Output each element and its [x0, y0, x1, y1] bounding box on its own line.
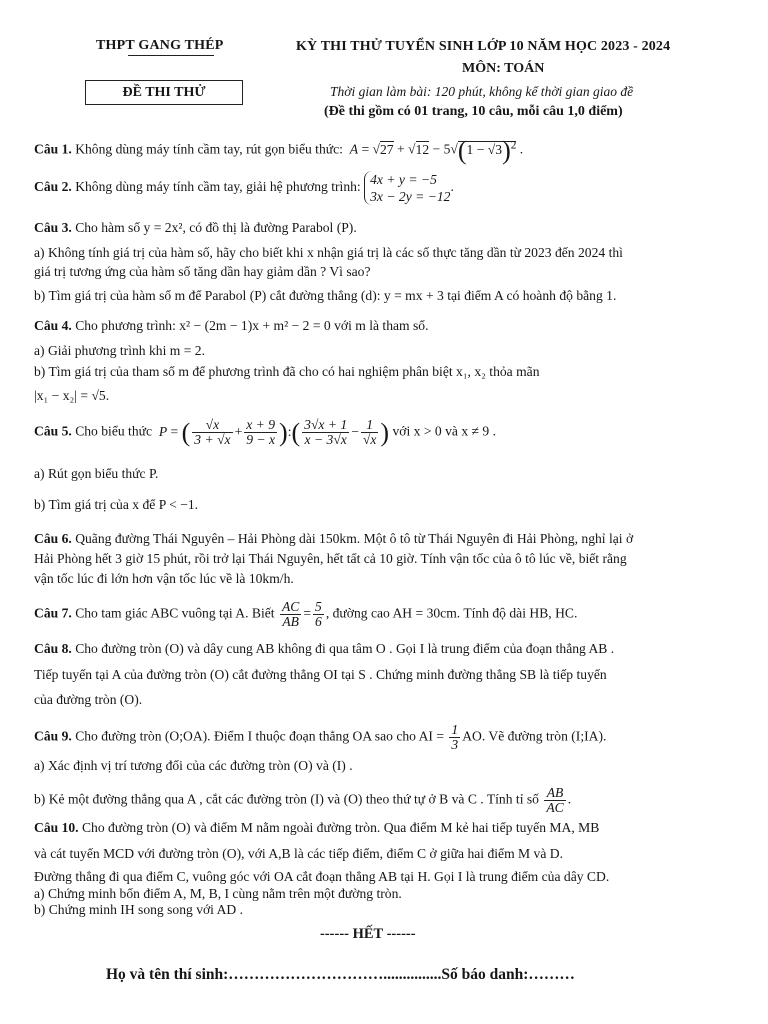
question-4b-line-2: |x₁ − x₂| = √5. — [34, 388, 110, 403]
school-underline — [128, 55, 214, 56]
exam-time: Thời gian làm bài: 120 phút, không kể thời gian giao đề — [330, 84, 634, 99]
question-text-2: , đường cao AH = 30cm. Tính độ dài HB, HC. — [325, 605, 578, 621]
question-text: Quãng đường Thái Nguyên – Hải Phòng dài 150km. Một ô tô từ Thái Nguyên đi Hải Phòng, nghỉ lại ở — [75, 531, 634, 546]
question-label: Câu 5. — [34, 423, 72, 439]
question-5b: b) Tìm giá trị của x để P < −1. — [34, 497, 199, 512]
exam-subject: MÔN: TOÁN — [462, 61, 545, 76]
question-10b: b) Chứng minh IH song song với AD . — [34, 902, 244, 917]
school-name: THPT GANG THÉP — [96, 38, 224, 53]
question-6 — [34, 530, 633, 547]
question-5 — [34, 418, 496, 447]
question-7: Câu 7. Cho tam giác ABC vuông tại A. Biết $\frac{AC}{AB}$ = $\frac{5}{6}$ , đường cao AH = 30cm. Tính độ dài HB, HC. — [34, 599, 578, 629]
candidate-info-line: Họ và tên thí sinh:…………………………...............Số báo danh:……… — [106, 966, 575, 983]
question-text: Cho phương trình: x² − (2m − 1)x + m² − 2 = 0 với m là tham số. — [75, 318, 429, 333]
exam-note: (Đề thi gồm có 01 trang, 10 câu, mỗi câu 1,0 điểm) — [324, 104, 623, 119]
question-9b: b) Kẻ một đường thẳng qua A , cắt các đường tròn (I) và (O) theo thứ tự ở B và C . Tính tỉ số $\frac{AB}{AC}$ . — [34, 785, 572, 815]
question-text: Cho tam giác ABC vuông tại A. Biết — [75, 605, 275, 621]
question-2: Câu 2. Không dùng máy tính cầm tay, giải hệ phương trình: 4x + y = −5 3x − 2y = −12 . — [34, 172, 454, 204]
question-label: Câu 9. — [34, 728, 72, 744]
question-8 — [34, 640, 614, 657]
question-text: Cho đường tròn (O;OA). Điểm I thuộc đoạn thẳng OA sao cho AI = — [75, 728, 444, 744]
question-4 — [34, 317, 429, 334]
question-text: Không dùng máy tính cầm tay, giải hệ phương trình: — [75, 179, 361, 195]
question-text: Cho đường tròn (O) và điểm M nằm ngoài đường tròn. Qua điểm M kẻ hai tiếp tuyến MA, MB — [81, 820, 600, 835]
question-10-line-3: Đường thẳng đi qua điểm C, vuông góc với OA cắt đoạn thẳng AB tại H. Gọi I là trung điểm của dây CD. — [34, 869, 610, 884]
end-marker: ------ HẾT ------ — [320, 926, 416, 942]
question-4a: a) Giải phương trình khi m = 2. — [34, 343, 205, 358]
question-text: Cho biểu thức — [75, 423, 153, 439]
question-label: Câu 1. — [34, 141, 72, 157]
equation-system — [364, 171, 450, 205]
question-3a-line-2: giá trị tương ứng của hàm số tăng dần hay giảm dần ? Vì sao? — [34, 264, 371, 279]
question-10a: a) Chứng minh bốn điểm A, M, B, I cùng nằm trên một đường tròn. — [34, 886, 402, 901]
question-label: Câu 2. — [34, 179, 72, 195]
question-text: Không dùng máy tính cầm tay, rút gọn biểu thức: — [75, 141, 343, 157]
question-text-2: AO. Vẽ đường tròn (I;IA). — [462, 728, 607, 744]
question-label: Câu 4. — [34, 318, 72, 333]
question-8-line-3: của đường tròn (O). — [34, 692, 143, 707]
question-condition: với x > 0 và x ≠ 9 . — [392, 423, 496, 439]
question-9a: a) Xác định vị trí tương đối của các đường tròn (O) và (I) . — [34, 758, 353, 773]
question-text: Cho đường tròn (O) và dây cung AB không đi qua tâm O . Gọi I là trung điểm của đoạn thẳng AB . — [75, 641, 615, 656]
question-4b-line-1: b) Tìm giá trị của tham số m để phương trình đã cho có hai nghiệm phân biệt x₁, x₂ thỏa mãn — [34, 364, 540, 379]
question-3 — [34, 219, 357, 236]
equation-2: 3x − 2y = −12 — [370, 189, 451, 204]
question-1 — [34, 135, 524, 165]
question-5a: a) Rút gọn biểu thức P. — [34, 466, 159, 481]
formula-a: $A = √27 + √12 - 5√(1 - √3)^2$ . — [349, 135, 524, 165]
equation-1: 4x + y = −5 — [370, 172, 437, 187]
question-text: Cho hàm số y = 2x², có đồ thị là đường Parabol (P). — [75, 220, 357, 235]
question-label: Câu 8. — [34, 641, 72, 656]
question-3a-line-1: a) Không tính giá trị của hàm số, hãy cho biết khi x nhận giá trị là các số thực tăng dần từ 2023 đến 2024 thì — [34, 245, 623, 260]
question-text: b) Kẻ một đường thẳng qua A , cắt các đường tròn (I) và (O) theo thứ tự ở B và C . Tính tỉ số — [34, 791, 539, 807]
question-8-line-2: Tiếp tuyến tại A của đường tròn (O) cắt đường thẳng OI tại S . Chứng minh đường thẳng SB là tiếp tuyến — [34, 667, 607, 682]
question-3b: b) Tìm giá trị của hàm số m để Parabol (P) cắt đường thẳng (d): y = mx + 3 tại điểm A có hoành độ bằng 1. — [34, 288, 617, 303]
question-10 — [34, 819, 599, 836]
exam-title: KỲ THI THỬ TUYỂN SINH LỚP 10 NĂM HỌC 2023 - 2024 — [296, 39, 671, 54]
question-6-line-2: Hải Phòng hết 3 giờ 15 phút, rồi trở lại Thái Nguyên, hết tất cả 10 giờ. Tính vận tốc của ô tô lúc về, biết rằng — [34, 551, 627, 566]
exam-type-box — [85, 80, 243, 105]
question-label: Câu 3. — [34, 220, 72, 235]
question-label: Câu 10. — [34, 820, 79, 835]
question-9: Câu 9. Cho đường tròn (O;OA). Điểm I thuộc đoạn thẳng OA sao cho AI = $\frac{1}{3}$ AO. Vẽ đường tròn (I;IA). — [34, 722, 607, 752]
question-label: Câu 6. — [34, 531, 72, 546]
formula-p: P = ( $\frac{√x}{3 + √x}$ + $\frac{x + 9}{9 - x}$ ):( $\frac{3√x + 1}{x - 3√x}$ − $\frac{1}{√x}$ ) — [158, 417, 390, 447]
question-10-line-2: và cát tuyến MCD với đường tròn (O), với A,B là các tiếp điểm, điểm C ở giữa hai điểm M và D. — [34, 846, 563, 861]
exam-type-label: ĐỀ THI THỬ — [122, 84, 206, 100]
question-6-line-3: vận tốc lúc đi lớn hơn vận tốc lúc về là 10km/h. — [34, 571, 294, 586]
question-label: Câu 7. — [34, 605, 72, 621]
